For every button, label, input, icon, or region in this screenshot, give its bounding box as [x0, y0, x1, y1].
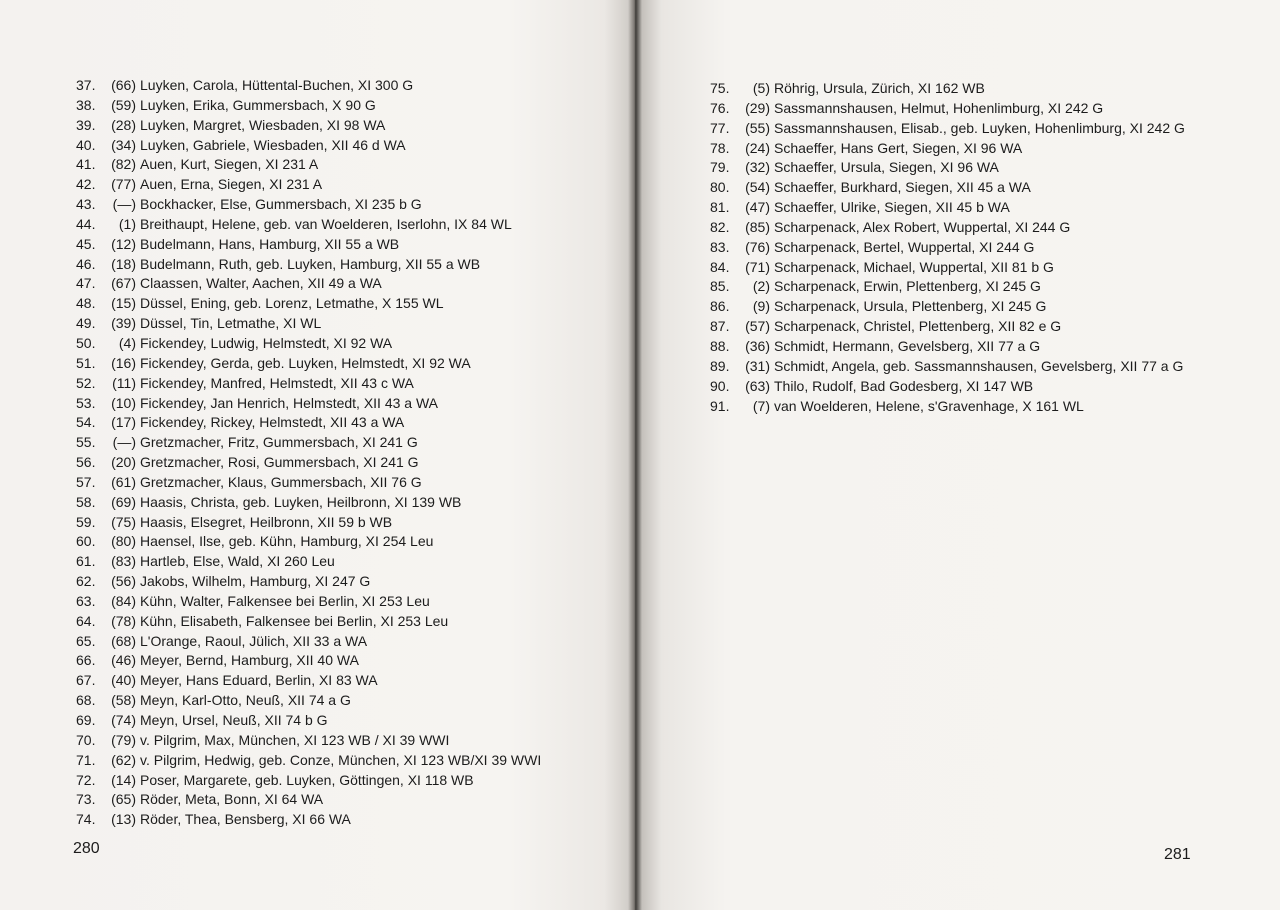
page-number: 280	[73, 840, 100, 857]
list-item: 40. (34) Luyken, Gabriele, Wiesbaden, XII 46 d WA	[76, 136, 406, 153]
list-item: 73. (65) Röder, Meta, Bonn, XI 64 WA	[76, 791, 324, 808]
list-item: 72. (14) Poser, Margarete, geb. Luyken, Göttingen, XI 118 WB	[76, 771, 474, 788]
list-item: 83. (76) Scharpenack, Bertel, Wuppertal, XI 244 G	[710, 238, 1035, 255]
list-item: 88. (36) Schmidt, Hermann, Gevelsberg, XII 77 a G	[710, 337, 1041, 354]
left-page	[0, 0, 636, 910]
list-item: 79. (32) Schaeffer, Ursula, Siegen, XI 96 WA	[710, 159, 999, 176]
list-item: 45. (12) Budelmann, Hans, Hamburg, XII 55 a WB	[76, 235, 400, 252]
list-item: 49. (39) Düssel, Tin, Letmathe, XI WL	[76, 315, 322, 332]
list-item: 60. (80) Haensel, Ilse, geb. Kühn, Hamburg, XI 254 Leu	[76, 533, 434, 550]
list-item: 66. (46) Meyer, Bernd, Hamburg, XII 40 WA	[76, 652, 359, 669]
list-item: 87. (57) Scharpenack, Christel, Plettenberg, XII 82 e G	[710, 318, 1062, 335]
list-item: 59. (75) Haasis, Elsegret, Heilbronn, XII 59 b WB	[76, 513, 393, 530]
right-page	[636, 0, 1280, 910]
list-item: 69. (74) Meyn, Ursel, Neuß, XII 74 b G	[76, 712, 328, 728]
list-item: 78. (24) Schaeffer, Hans Gert, Siegen, XI 96 WA	[710, 139, 1023, 156]
list-item: 53. (10) Fickendey, Jan Henrich, Helmstedt, XII 43 a WA	[76, 394, 439, 411]
list-item: 61. (83) Hartleb, Else, Wald, XI 260 Leu	[76, 553, 335, 570]
list-item: 42. (77) Auen, Erna, Siegen, XI 231 A	[76, 176, 323, 193]
list-item: 50. (4) Fickendey, Ludwig, Helmstedt, XI 92 WA	[76, 334, 393, 351]
list-item: 76. (29) Sassmannshausen, Helmut, Hohenlimburg, XI 242 G	[710, 99, 1104, 116]
list-item: 55. (—) Gretzmacher, Fritz, Gummersbach, XI 241 G	[76, 434, 418, 451]
list-item: 71. (62) v. Pilgrim, Hedwig, geb. Conze, München, XI 123 WB/XI 39 WWI	[76, 751, 542, 768]
list-item: 80. (54) Schaeffer, Burkhard, Siegen, XII 45 a WA	[710, 179, 1031, 196]
list-item: 47. (67) Claassen, Walter, Aachen, XII 49 a WA	[76, 275, 382, 292]
list-item: 44. (1) Breithaupt, Helene, geb. van Woelderen, Iserlohn, IX 84 WL	[76, 215, 512, 232]
left-entry-list	[76, 76, 541, 830]
book-gutter	[628, 0, 642, 910]
list-item: 81. (47) Schaeffer, Ulrike, Siegen, XII 45 b WA	[710, 199, 1010, 216]
list-item: 62. (56) Jakobs, Wilhelm, Hamburg, XI 247 G	[76, 573, 371, 590]
list-item: 51. (16) Fickendey, Gerda, geb. Luyken, Helmstedt, XI 92 WA	[76, 354, 471, 371]
list-item: 37. (66) Luyken, Carola, Hüttental-Buchen, XI 300 G	[76, 77, 414, 93]
list-item: 84. (71) Scharpenack, Michael, Wuppertal, XII 81 b G	[710, 258, 1054, 275]
list-item: 85. (2) Scharpenack, Erwin, Plettenberg, XI 245 G	[710, 278, 1041, 295]
list-item: 74. (13) Röder, Thea, Bensberg, XI 66 WA	[76, 811, 351, 828]
page-number: 281	[1164, 846, 1191, 863]
list-item: 39. (28) Luyken, Margret, Wiesbaden, XI 98 WA	[76, 116, 386, 133]
list-item: 58. (69) Haasis, Christa, geb. Luyken, Heilbronn, XI 139 WB	[76, 493, 462, 510]
list-item: 64. (78) Kühn, Elisabeth, Falkensee bei Berlin, XI 253 Leu	[76, 612, 449, 629]
list-item: 43. (—) Bockhacker, Else, Gummersbach, XI 235 b G	[76, 196, 422, 213]
list-item: 90. (63) Thilo, Rudolf, Bad Godesberg, XI 147 WB	[710, 377, 1034, 394]
list-item: 56. (20) Gretzmacher, Rosi, Gummersbach, XI 241 G	[76, 454, 419, 471]
list-item: 54. (17) Fickendey, Rickey, Helmstedt, XII 43 a WA	[76, 414, 405, 431]
list-item: 82. (85) Scharpenack, Alex Robert, Wuppertal, XI 244 G	[710, 218, 1071, 235]
list-item: 77. (55) Sassmannshausen, Elisab., geb. Luyken, Hohenlimburg, XI 242 G	[710, 119, 1185, 136]
list-item: 65. (68) L'Orange, Raoul, Jülich, XII 33 a WA	[76, 632, 368, 649]
list-item: 41. (82) Auen, Kurt, Siegen, XI 231 A	[76, 156, 319, 173]
list-item: 75. (5) Röhrig, Ursula, Zürich, XI 162 WB	[710, 80, 985, 96]
list-item: 63. (84) Kühn, Walter, Falkensee bei Berlin, XI 253 Leu	[76, 592, 430, 609]
list-item: 70. (79) v. Pilgrim, Max, München, XI 123 WB / XI 39 WWI	[76, 731, 450, 748]
list-item: 68. (58) Meyn, Karl-Otto, Neuß, XII 74 a G	[76, 692, 351, 709]
right-entry-list	[710, 79, 1185, 416]
list-item: 67. (40) Meyer, Hans Eduard, Berlin, XI 83 WA	[76, 672, 378, 689]
list-item: 91. (7) van Woelderen, Helene, s'Gravenhage, X 161 WL	[710, 397, 1084, 414]
list-item: 57. (61) Gretzmacher, Klaus, Gummersbach, XII 76 G	[76, 473, 422, 490]
list-item: 38. (59) Luyken, Erika, Gummersbach, X 90 G	[76, 96, 376, 113]
list-item: 48. (15) Düssel, Ening, geb. Lorenz, Letmathe, X 155 WL	[76, 295, 444, 312]
list-item: 46. (18) Budelmann, Ruth, geb. Luyken, Hamburg, XII 55 a WB	[76, 255, 481, 272]
list-item: 52. (11) Fickendey, Manfred, Helmstedt, XII 43 c WA	[76, 374, 414, 391]
list-item: 86. (9) Scharpenack, Ursula, Plettenberg, XI 245 G	[710, 298, 1047, 315]
list-item: 89. (31) Schmidt, Angela, geb. Sassmannshausen, Gevelsberg, XII 77 a G	[710, 357, 1184, 374]
